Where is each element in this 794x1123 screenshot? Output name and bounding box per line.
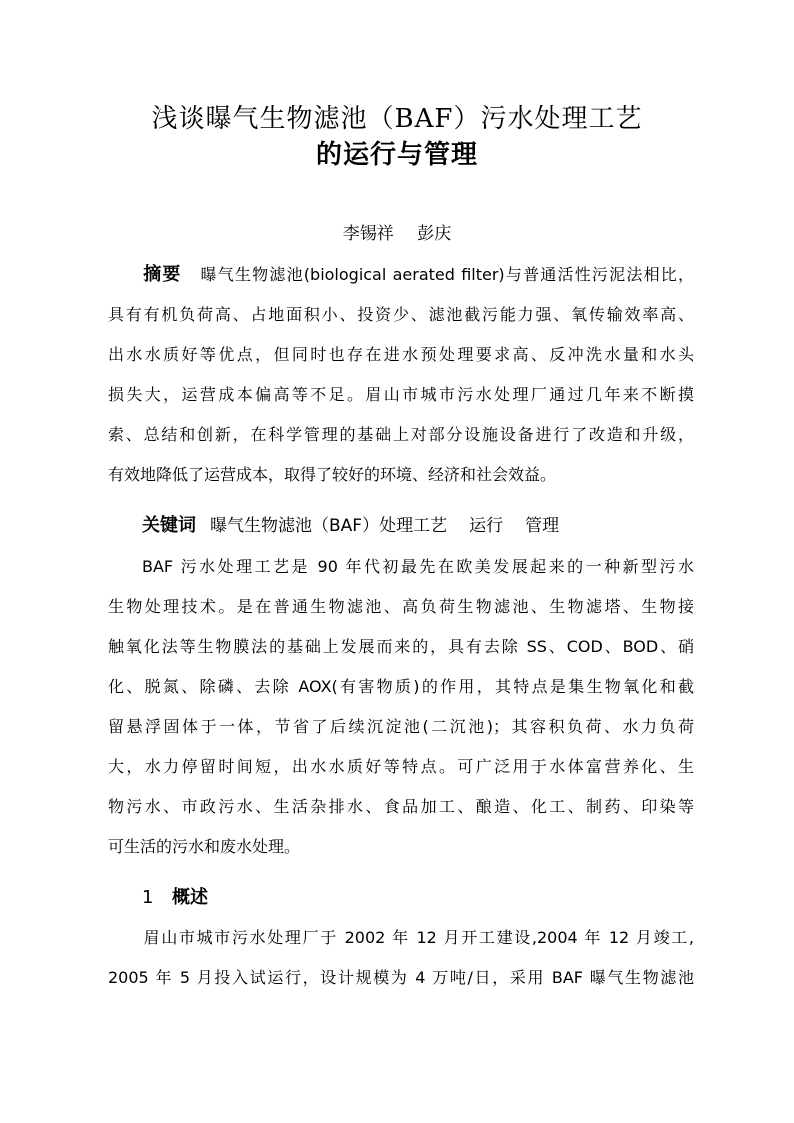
section-1-text-1: 眉山市城市污水处理厂于 2002 年 12 月开工建设,2004 年 12 月竣工, [142, 928, 694, 947]
intro-line-1 [108, 547, 694, 587]
intro-line-7: 物污水、市政污水、生活杂排水、食品加工、酿造、化工、制药、印染等 [108, 797, 694, 816]
section-1-line-2: 2005 年 5 月投入试运行，设计规模为 4 万吨/日，采用 BAF 曝气生物滤池 [108, 968, 694, 987]
section-1-paragraph [108, 918, 694, 998]
intro-line-2: 生物处理技术。是在普通生物滤池、高负荷生物滤池、生物滤塔、生物接 [108, 597, 694, 616]
keyword-item-3: 管理 [525, 516, 560, 536]
abstract-text-1: 曝气生物滤池(biological aerated filter)与普通活性污泥法相比， [200, 265, 694, 284]
paper-authors: 李锡祥 彭庆 [342, 224, 452, 244]
intro-paragraph [108, 547, 694, 867]
abstract-line-1 [108, 255, 694, 295]
abstract-line-5: 索、总结和创新，在科学管理的基础上对部分设施设备进行了改造和升级， [108, 425, 694, 444]
section-1-number: 1 [142, 887, 154, 908]
keyword-item-1: 曝气生物滤池（BAF）处理工艺 [210, 516, 448, 536]
section-1-heading [142, 878, 208, 918]
section-1-line-1 [108, 918, 694, 958]
intro-line-4: 化、脱氮、除磷、去除 AOX(有害物质)的作用，其特点是集生物氧化和截 [108, 677, 694, 696]
abstract-line-3: 出水水质好等优点，但同时也存在进水预处理要求高、反冲洗水量和水头 [108, 345, 694, 364]
section-1-title: 概述 [172, 887, 208, 908]
abstract-label: 摘要 [142, 264, 182, 285]
intro-line-5: 留悬浮固体于一体，节省了后续沉淀池(二沉池)；其容积负荷、水力负荷 [108, 717, 694, 736]
keywords-label: 关键词 [142, 515, 196, 536]
keyword-item-2: 运行 [469, 516, 504, 536]
abstract-paragraph [108, 255, 694, 495]
intro-text-1: BAF 污水处理工艺是 90 年代初最先在欧美发展起来的一种新型污水 [142, 557, 694, 576]
abstract-line-2: 具有有机负荷高、占地面积小、投资少、滤池截污能力强、氧传输效率高、 [108, 305, 694, 324]
intro-line-6: 大，水力停留时间短，出水水质好等特点。可广泛用于水体富营养化、生 [108, 757, 694, 776]
keywords-line [142, 506, 559, 546]
abstract-line-6: 有效地降低了运营成本，取得了较好的环境、经济和社会效益。 [108, 465, 557, 484]
intro-line-8: 可生活的污水和废水处理。 [108, 837, 301, 856]
abstract-line-4: 损失大，运营成本偏高等不足。眉山市城市污水处理厂通过几年来不断摸 [108, 385, 694, 404]
paper-title-line-1: 浅谈曝气生物滤池（BAF）污水处理工艺 [151, 104, 643, 134]
intro-line-3: 触氧化法等生物膜法的基础上发展而来的，具有去除 SS、COD、BOD、硝 [108, 637, 694, 656]
paper-title-line-2: 的运行与管理 [315, 140, 478, 170]
